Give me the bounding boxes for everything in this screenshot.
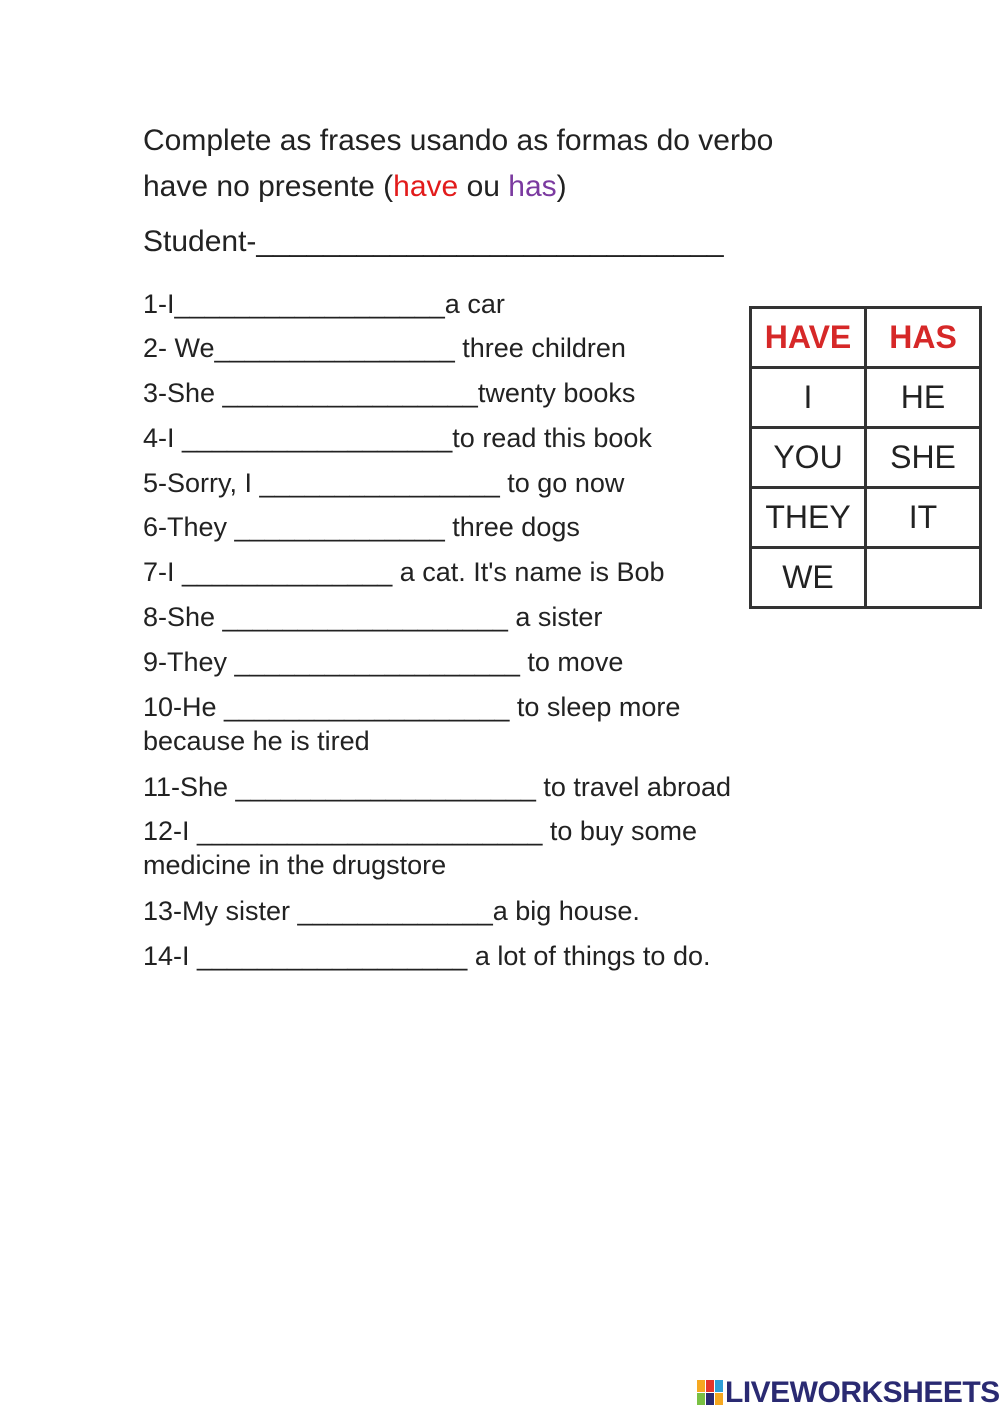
exercise-11[interactable]: 11-She ____________________ to travel abroad (143, 772, 732, 802)
pronoun-cell: I (751, 368, 866, 428)
exercise-10-continuation: because he is tired (143, 726, 370, 756)
exercise-4[interactable]: 4-I __________________to read this book (143, 423, 652, 453)
pronoun-cell: THEY (751, 488, 866, 548)
pronoun-table-row (751, 368, 981, 428)
instructions-prefix: have no presente ( (143, 170, 394, 203)
pronoun-cell: SHE (866, 428, 981, 488)
pronoun-cell: YOU (751, 428, 866, 488)
exercise-3[interactable]: 3-She _________________twenty books (143, 378, 636, 408)
pronoun-table-row (751, 488, 981, 548)
pronoun-cell: IT (866, 488, 981, 548)
instructions (143, 118, 773, 210)
header-has: HAS (866, 308, 981, 368)
pronoun-table-row (751, 548, 981, 608)
logo-text: LIVEWORKSHEETS (725, 1376, 1000, 1409)
instructions-suffix: ) (556, 170, 567, 203)
exercise-5[interactable]: 5-Sorry, I ________________ to go now (143, 468, 625, 498)
exercise-1[interactable]: 1-I__________________a car (143, 289, 505, 319)
exercise-8[interactable]: 8-She ___________________ a sister (143, 602, 603, 632)
word-ou: ou (458, 170, 509, 203)
exercise-9[interactable]: 9-They ___________________ to move (143, 647, 624, 677)
liveworksheets-logo (697, 1378, 1000, 1408)
exercise-12-continuation: medicine in the drugstore (143, 850, 447, 880)
instructions-line-2 (143, 164, 773, 210)
pronoun-table (749, 306, 982, 609)
pronoun-cell: WE (751, 548, 866, 608)
exercise-10[interactable]: 10-He ___________________ to sleep more (143, 692, 681, 722)
instructions-line-1: Complete as frases usando as formas do verbo (143, 124, 774, 157)
exercise-7[interactable]: 7-I ______________ a cat. It's name is Bob (143, 557, 665, 587)
pronoun-table-row (751, 428, 981, 488)
student-name-field[interactable]: Student-____________________________ (143, 225, 724, 258)
pronoun-table-header-row (751, 308, 981, 368)
exercise-6[interactable]: 6-They ______________ three dogs (143, 512, 580, 542)
exercise-12[interactable]: 12-I _______________________ to buy some (143, 816, 697, 846)
exercise-13[interactable]: 13-My sister _____________a big house. (143, 896, 640, 926)
pronoun-cell: HE (866, 368, 981, 428)
header-have: HAVE (751, 308, 866, 368)
word-have: have (393, 170, 459, 203)
logo-mark-icon (697, 1380, 723, 1406)
exercise-2[interactable]: 2- We________________ three children (143, 333, 626, 363)
pronoun-chart (749, 306, 982, 609)
word-has: has (508, 170, 557, 203)
exercise-14[interactable]: 14-I __________________ a lot of things to do. (143, 941, 711, 971)
pronoun-cell-empty (866, 548, 981, 608)
